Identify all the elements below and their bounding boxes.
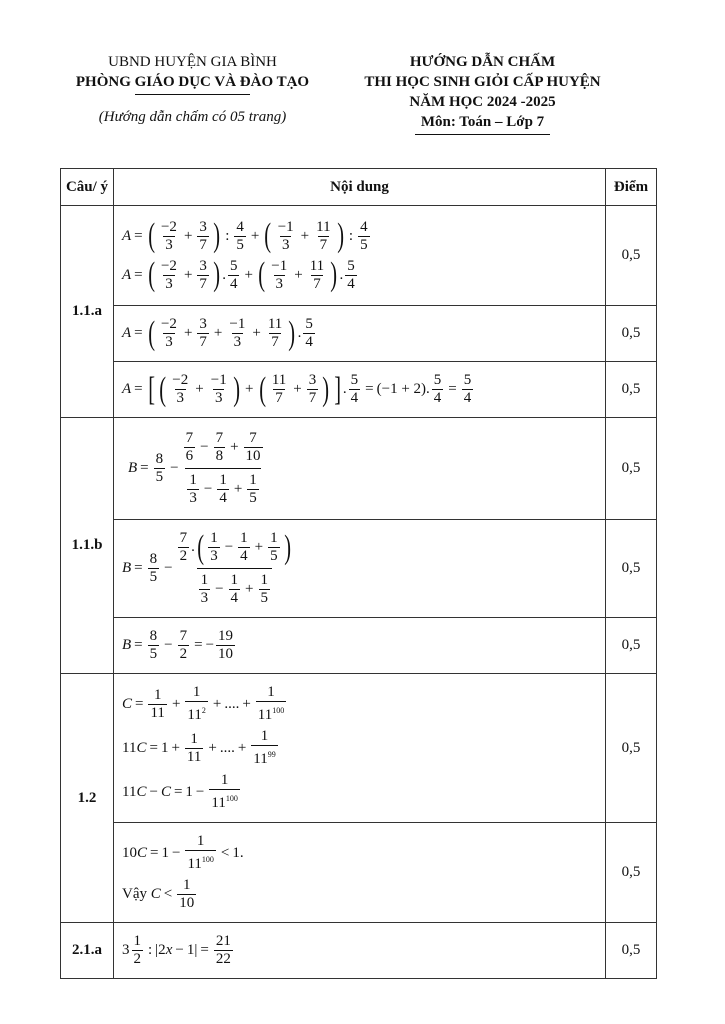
header-left (60, 52, 325, 127)
score-cell: 0,5 (606, 206, 657, 306)
table-row (61, 823, 657, 923)
solution-step: 10 C = 1 − $\frac{1}{11^{100}}$ < 1. Vậy C < $\frac{1}{10}$ (114, 823, 606, 923)
question-label: 2.1.a (61, 923, 114, 979)
header-left-underline (135, 94, 250, 95)
table-row (61, 520, 657, 618)
table-row (61, 362, 657, 418)
department-name: PHÒNG GIÁO DỤC VÀ ĐÀO TẠO (75, 74, 310, 90)
solution-step: B = $\frac{8}{5}$ − $\frac{7}{2}$ = − $\frac{19}{10}$ (114, 618, 606, 674)
school-year: NĂM HỌC 2024 -2025 (409, 94, 556, 110)
table-row (61, 674, 657, 823)
col-cau-header: Câu/ ý (61, 169, 114, 206)
question-label: 1.2 (61, 674, 114, 923)
col-diem-header: Điểm (606, 169, 657, 206)
solution-step: A = [ ( $\frac{-2}{3}$ + $\frac{-1}{3}$ ) + ( $\frac{11}{7}$ + $\frac{3}{7}$ ) ] . $\frac{5}{4}$ = (−1 + 2). $\frac{5}{4}$ = $\frac{5}{4}$ (114, 362, 606, 418)
score-cell: 0,5 (606, 618, 657, 674)
table-row (61, 923, 657, 979)
solution-step: B = $\frac{8}{5}$ − $\frac{7}{2}$ . ( $\frac{1}{3}$ − $\frac{1}{4}$ + $\frac{1}{5}$ ) $\frac{1}{3}$ − $\frac{1}{4}$ + $\frac{1}{5}$ (114, 520, 606, 618)
header-right (350, 52, 615, 135)
exam-name: THI HỌC SINH GIỎI CẤP HUYỆN (364, 74, 601, 90)
question-label: 1.1.b (61, 418, 114, 674)
score-cell: 0,5 (606, 306, 657, 362)
solution-step: A = ( $\frac{-2}{3}$ + $\frac{3}{7}$ ) : $\frac{4}{5}$ + ( $\frac{-1}{3}$ + $\frac{11}{7}$ ) : $\frac{4}{5}$ A = ( $\frac{-2}{3}$ + $\frac{3}{7}$ ) . $\frac{5}{4}$ + ( $\frac{-1}{3}$ + $\frac{11}{7}$ ) . $\frac{5}{4}$ (114, 206, 606, 306)
doc-title: HƯỚNG DẪN CHẤM (409, 54, 556, 70)
score-cell: 0,5 (606, 520, 657, 618)
solution-step: A = ( $\frac{-2}{3}$ + $\frac{3}{7}$ + $\frac{-1}{3}$ + $\frac{11}{7}$ ) . $\frac{5}{4}$ (114, 306, 606, 362)
score-cell: 0,5 (606, 674, 657, 823)
solution-step: C = $\frac{1}{11}$ + $\frac{1}{11^2}$ + .... + $\frac{1}{11^{100}}$ 11 C = 1 + $\frac{1}{11}$ + .... + $\frac{1}{11^{99}}$ 11 C − C = 1 − $\frac{1}{11^{100}}$ (114, 674, 606, 823)
question-label: 1.1.a (61, 206, 114, 418)
page-count-note: (Hướng dẫn chấm có 05 trang) (98, 109, 287, 125)
col-noidung-header: Nội dung (114, 169, 606, 206)
solution-step: 3 $\frac{1}{2}$ : |2 x − 1| = $\frac{21}{22}$ (114, 923, 606, 979)
score-cell: 0,5 (606, 923, 657, 979)
grading-table (60, 168, 657, 979)
conclusion-word: Vậy (122, 886, 147, 902)
authority-name: UBND HUYỆN GIA BÌNH (108, 54, 277, 70)
table-row (61, 306, 657, 362)
solution-step: B = $\frac{8}{5}$ − $\frac{7}{6}$ − $\frac{7}{8}$ + $\frac{7}{10}$ $\frac{1}{3}$ − $\frac{1}{4}$ + $\frac{1}{5}$ (114, 418, 606, 520)
score-cell: 0,5 (606, 823, 657, 923)
table-header-row (61, 169, 657, 206)
table-row (61, 206, 657, 306)
subject-grade: Môn: Toán – Lớp 7 (420, 114, 545, 130)
header-right-underline (415, 134, 550, 135)
table-row (61, 618, 657, 674)
table-row (61, 418, 657, 520)
score-cell: 0,5 (606, 362, 657, 418)
score-cell: 0,5 (606, 418, 657, 520)
